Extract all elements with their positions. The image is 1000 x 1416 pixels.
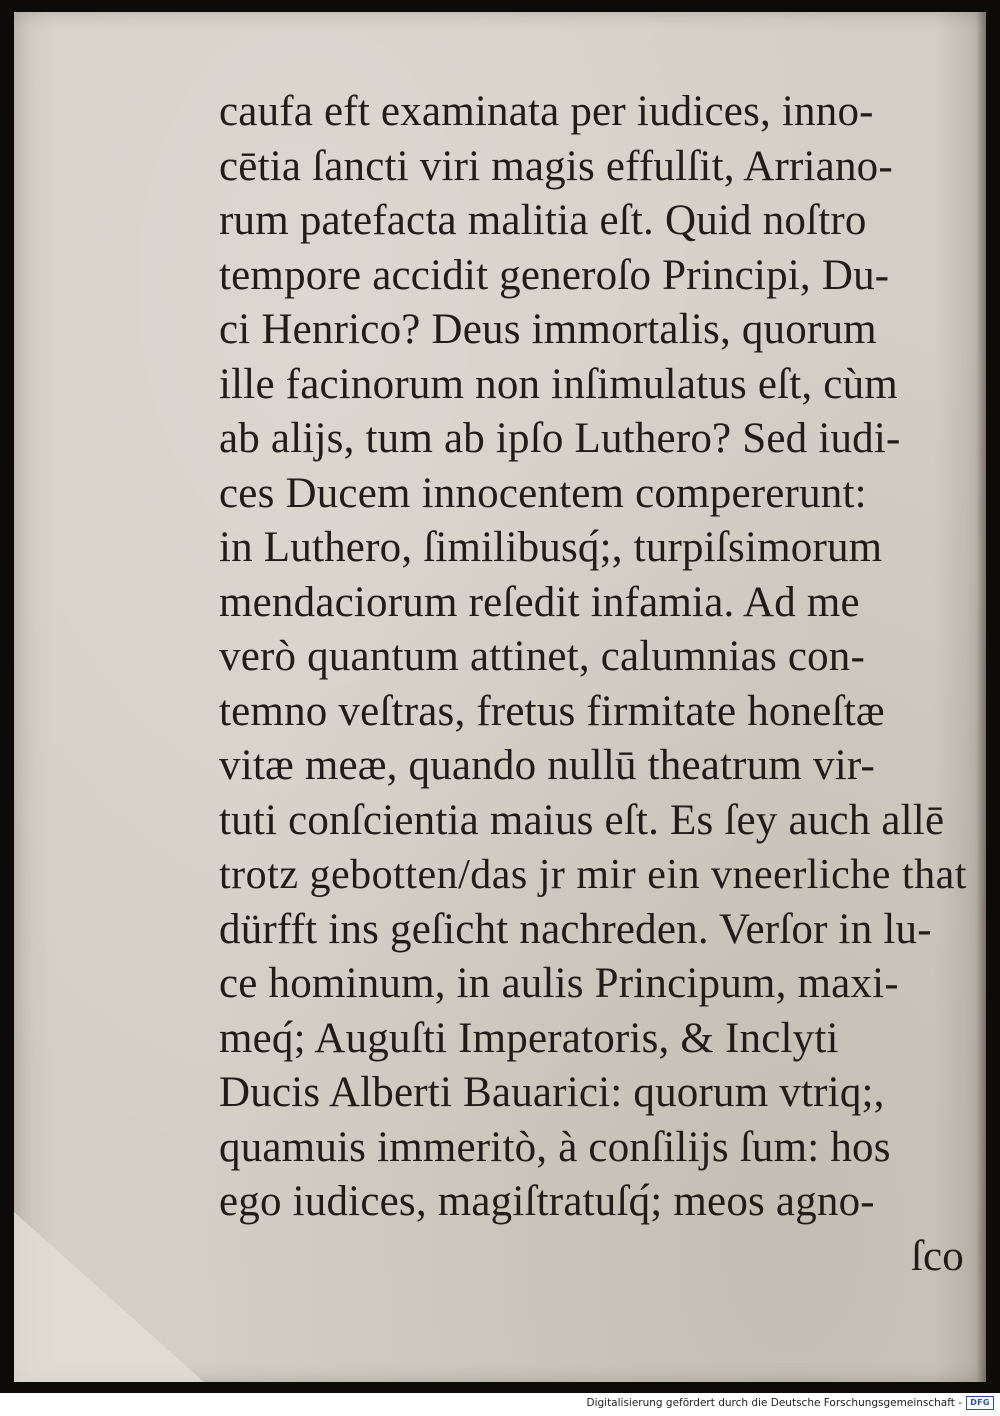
text-line: temno veſtras, fretus firmitate honeſtæ: [219, 687, 885, 735]
text-line: caufa eft examinata per iudices, inno-: [219, 88, 874, 135]
dfg-logo-icon: DFG: [966, 1396, 994, 1410]
footer-bar: [0, 1393, 1000, 1416]
text-line: rum patefacta malitia eſt. Quid noſtro: [219, 197, 867, 244]
text-line: tempore accidit generoſo Principi, Du-: [219, 251, 890, 299]
text-line: ce hominum, in aulis Principum, maxi-: [219, 960, 899, 1007]
text-line: in Luthero, ſimilibusq́;, turpiſsimorum: [219, 524, 883, 571]
page-fold: [14, 1212, 204, 1382]
text-line: ces Ducem innocentem compererunt:: [219, 469, 867, 517]
text-line: ego iudices, magiſtratuſq́; meos agno-: [219, 1178, 875, 1225]
text-line: ille facinorum non inſimulatus eſt, cùm: [219, 360, 898, 408]
text-line: verò quantum attinet, calumnias con-: [219, 633, 866, 680]
text-line: mendaciorum reſedit infamia. Ad me: [219, 578, 860, 626]
funding-credit: Digitalisierung gefördert durch die Deutsche Forschungsgemeinschaft -: [586, 1397, 962, 1409]
text-line: dürfft ins geſicht nachreden. Verſor in lu-: [219, 905, 932, 953]
text-block: [219, 85, 979, 1284]
text-line: cētia ſancti viri magis effulſit, Arriano-: [219, 142, 893, 190]
text-line: ab alijs, tum ab ipſo Luthero? Sed iudi-: [219, 415, 901, 462]
book-page: [14, 12, 986, 1382]
text-line: tuti conſcientia maius eſt. Es ſey auch allē: [219, 796, 945, 844]
catchword: ſco: [910, 1232, 964, 1280]
text-line: meq́; Auguſti Imperatoris, & Inclyti: [219, 1014, 839, 1062]
text-line-blackletter: trotz gebotten/das jr mir ein vneerliche that: [219, 852, 967, 898]
text-line: Ducis Alberti Bauarici: quorum vtriq;,: [219, 1069, 885, 1116]
text-line: vitæ meæ, quando nullū theatrum vir-: [219, 742, 876, 789]
text-line: ci Henrico? Deus immortalis, quorum: [219, 306, 877, 353]
text-line: quamuis immeritò, à conſilijs ſum: hos: [219, 1123, 891, 1171]
